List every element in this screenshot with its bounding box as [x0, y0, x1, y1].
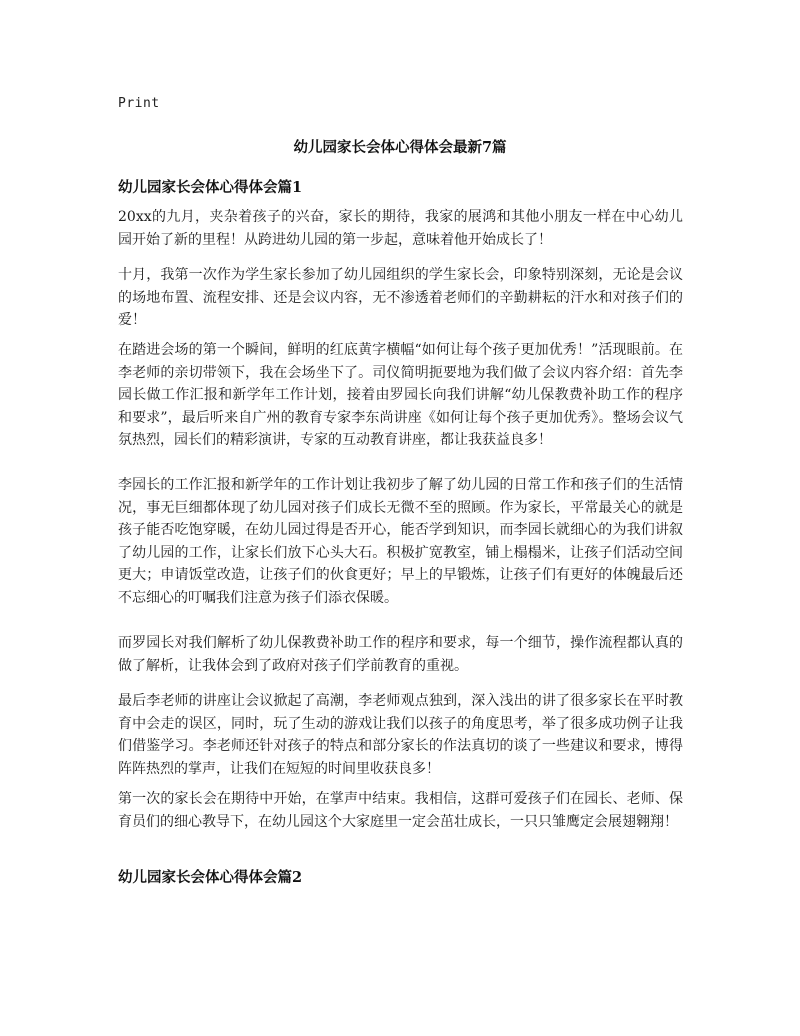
paragraph-4: 李园长的工作汇报和新学年的工作计划让我初步了解了幼儿园的日常工作和孩子们的生活情况，事无巨细都体现了幼儿园对孩子们成长无微不至的照顾。作为家长，平常最关心的就是孩子能否吃饱穿暖，在幼儿园过得是否开心，能否学到知识，而李园长就细心的为我们讲叙了幼儿园的工作，让家长们放下心头大石。积极扩宽教室，铺上榻榻米，让孩子们活动空间更大；申请饭堂改造，让孩子们的伙食更好；早上的早锻炼，让孩子们有更好的体魄最后还不忘细心的叮嘱我们注意为孩子们添衣保暖。: [118, 477, 683, 606]
paragraph-6: 最后李老师的讲座让会议掀起了高潮，李老师观点独到，深入浅出的讲了很多家长在平时教育中会走的误区，同时，玩了生动的游戏让我们以孩子的角度思考，举了很多成功例子让我们借鉴学习。李老师还针对孩子的特点和部分家长的作法真切的谈了一些建议和要求，博得阵阵热烈的掌声，让我们在短短的时间里收获良多！: [118, 693, 683, 777]
section-heading-1: 幼儿园家长会体心得体会篇1: [118, 179, 303, 196]
paragraph-3: 在踏进会场的第一个瞬间，鲜明的红底黄字横幅“如何让每个孩子更加优秀！”活现眼前。在李老师的亲切带领下，我在会场坐下了。司仪简明扼要地为我们做了会议内容介绍：首先李园长做工作汇报和新学年工作计划，接着由罗园长向我们讲解“幼儿保教费补助工作的程序和要求”，最后听来自广州的教育专家李东尚讲座《如何让每个孩子更加优秀》。整场会议气氛热烈，园长们的精彩演讲，专家的互动教育讲座，都让我获益良多！: [118, 342, 683, 449]
paragraph-1: 20xx的九月，夹杂着孩子的兴奋，家长的期待，我家的展鸿和其他小朋友一样在中心幼儿园开始了新的里程！从跨进幼儿园的第一步起，意味着他开始成长了！: [118, 209, 683, 248]
print-label: Print: [118, 96, 160, 111]
paragraph-5: 而罗园长对我们解析了幼儿保教费补助工作的程序和要求，每一个细节，操作流程都认真的做了解析，让我体会到了政府对孩子们学前教育的重视。: [118, 635, 683, 674]
section-heading-2: 幼儿园家长会体心得体会篇2: [118, 869, 303, 886]
paragraph-2: 十月，我第一次作为学生家长参加了幼儿园组织的学生家长会，印象特别深刻，无论是会议的场地布置、流程安排、还是会议内容，无不渗透着老师们的辛勤耕耘的汗水和对孩子们的爱！: [118, 267, 683, 329]
document-title: 幼儿园家长会体心得体会最新7篇: [293, 139, 507, 156]
paragraph-7: 第一次的家长会在期待中开始，在掌声中结束。我相信，这群可爱孩子们在园长、老师、保育员们的细心教导下，在幼儿园这个大家庭里一定会茁壮成长，一只只雏鹰定会展翅翱翔！: [118, 791, 683, 830]
